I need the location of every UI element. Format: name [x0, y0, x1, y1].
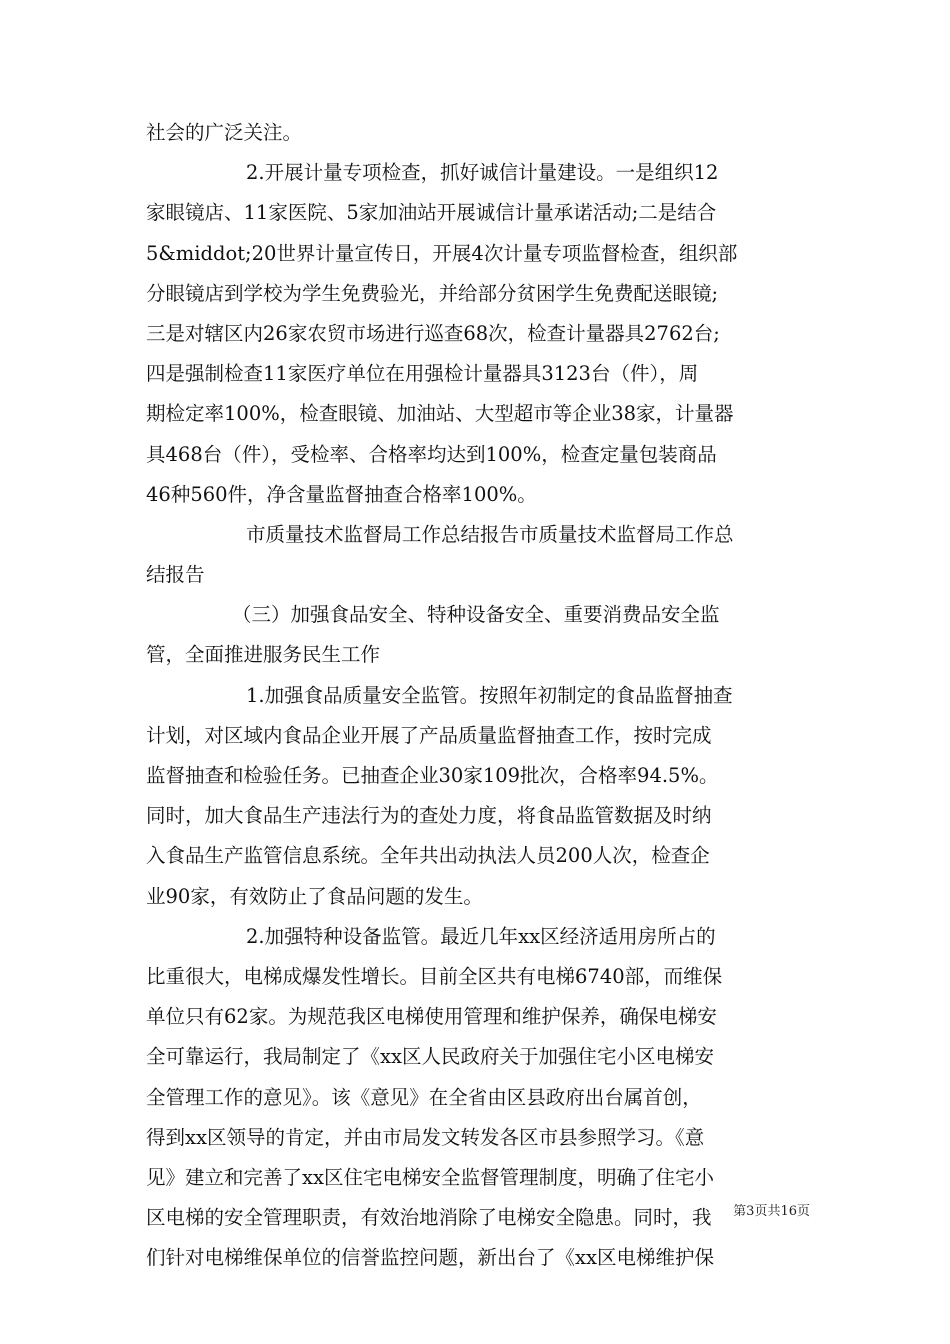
- text-line: 全可靠运行，我局制定了《xx区人民政府关于加强住宅小区电梯安: [146, 1045, 714, 1069]
- text-line: 同时，加大食品生产违法行为的查处力度，将食品监管数据及时纳: [146, 804, 712, 828]
- text-line: 全管理工作的意见》。该《意见》在全省由区县政府出台属首创，: [146, 1085, 702, 1109]
- document-body: [146, 113, 810, 1278]
- text-line: 们针对电梯维保单位的信誉监控问题，新出台了《xx区电梯维护保: [146, 1246, 714, 1270]
- text-line: 具468台（件），受检率、合格率均达到100%，检查定量包装商品: [146, 442, 717, 466]
- text-line: 1.加强食品质量安全监管。按照年初制定的食品监督抽查: [246, 683, 733, 707]
- text-line: 得到xx区领导的肯定，并由市局发文转发各区市县参照学习。《意: [146, 1125, 705, 1149]
- text-line: 比重很大，电梯成爆发性增长。目前全区共有电梯6740部，而维保: [146, 964, 723, 988]
- text-line: 社会的广泛关注。: [146, 121, 303, 144]
- text-line: 2.加强特种设备监管。最近几年xx区经济适用房所占的: [246, 924, 716, 948]
- text-line: 入食品生产监管信息系统。全年共出动执法人员200人次，检查企: [146, 844, 710, 868]
- text-line: 区电梯的安全管理职责，有效治地消除了电梯安全隐患。同时，我: [146, 1206, 712, 1230]
- text-line: 2.开展计量专项检查，抓好诚信计量建设。一是组织12: [246, 161, 719, 185]
- text-line: 三是对辖区内26家农贸市场进行巡查68次，检查计量器具2762台;: [146, 321, 720, 345]
- text-line: （三）加强食品安全、特种设备安全、重要消费品安全监: [232, 603, 720, 627]
- text-line: 市质量技术监督局工作总结报告市质量技术监督局工作总: [246, 522, 734, 546]
- text-line: 管，全面推进服务民生工作: [146, 643, 381, 667]
- text-line: 家眼镜店、11家医院、5家加油站开展诚信计量承诺活动;二是结合: [146, 201, 717, 225]
- text-line: 监督抽查和检验任务。已抽查企业30家109批次，合格率94.5%。: [146, 764, 719, 787]
- text-line: 四是强制检查11家医疗单位在用强检计量器具3123台（件），周: [146, 362, 699, 386]
- text-line: 期检定率100%，检查眼镜、加油站、大型超市等企业38家，计量器: [146, 402, 734, 426]
- text-line: 计划，对区域内食品企业开展了产品质量监督抽查工作，按时完成: [146, 723, 712, 747]
- text-line: 业90家，有效防止了食品问题的发生。: [146, 884, 483, 908]
- page-number-footer: 第3页共16页: [733, 1204, 810, 1219]
- text-line: 46种560件，净含量监督抽查合格率100%。: [146, 482, 537, 506]
- text-line: 见》建立和完善了xx区住宅电梯安全监督管理制度，明确了住宅小: [146, 1165, 714, 1189]
- text-line: 单位只有62家。为规范我区电梯使用管理和维护保养，确保电梯安: [146, 1005, 717, 1029]
- text-line: 结报告: [146, 563, 205, 587]
- text-line: 分眼镜店到学校为学生免费验光，并给部分贫困学生免费配送眼镜;: [146, 281, 719, 305]
- text-line: 5&middot;20世界计量宣传日，开展4次计量专项监督检查，组织部: [146, 241, 738, 265]
